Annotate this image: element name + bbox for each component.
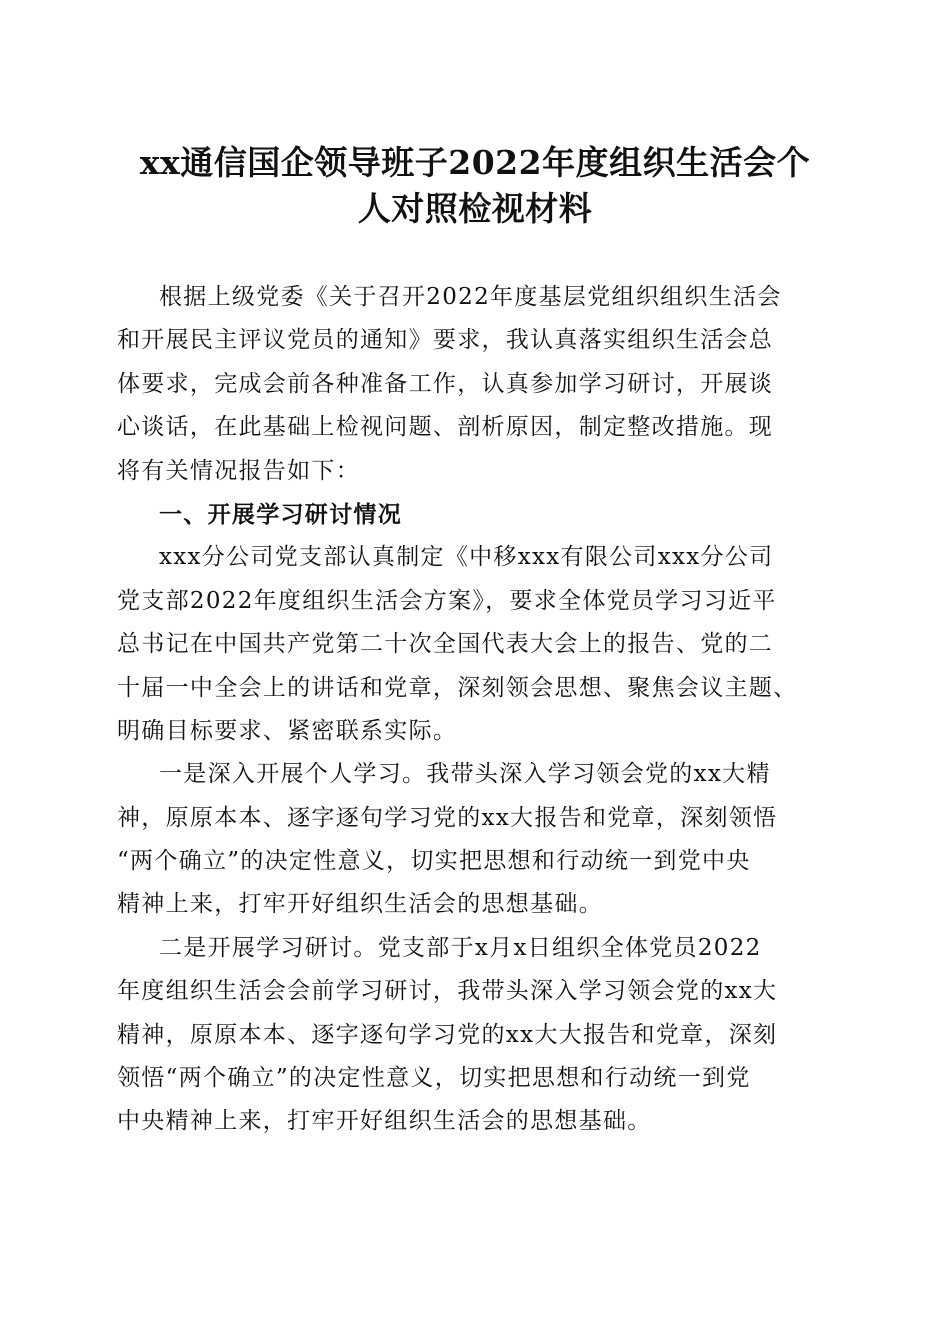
title-line-2: 人对照检视材料	[357, 189, 593, 228]
paragraph-line: 体要求，完成会前各种准备工作，认真参加学习研讨，开展谈	[117, 370, 774, 397]
paragraph-line: “两个确立”的决定性意义，切实把思想和行动统一到党中央	[117, 848, 751, 875]
paragraph-line: 和开展民主评议党员的通知》要求，我认真落实组织生活会总	[117, 327, 774, 354]
paragraph-line: 一是深入开展个人学习。我带头深入学习领会党的xx大精	[159, 761, 771, 788]
paragraph-personal-study	[117, 753, 837, 927]
paragraph-line: 明确目标要求、紧密联系实际。	[117, 717, 458, 744]
paragraph-line: 精神，原原本本、逐字逐句学习党的xx大大报告和党章，深刻	[117, 1021, 778, 1048]
title-line-1: xx通信国企领导班子2022年度组织生活会个	[139, 143, 811, 182]
paragraph-line: 总书记在中国共产党第二十次全国代表大会上的报告、党的二	[117, 631, 774, 658]
section-heading: 一、开展学习研讨情况	[159, 500, 402, 528]
paragraph-group-study	[117, 927, 837, 1144]
paragraph-line: 十届一中全会上的讲话和党章，深刻领会思想、聚焦会议主题、	[117, 674, 798, 701]
paragraph-line: 中央精神上来，打牢开好组织生活会的思想基础。	[117, 1108, 652, 1135]
paragraph-line: xxx分公司党支部认真制定《中移xxx有限公司xxx分公司	[159, 544, 774, 571]
paragraph-line: 年度组织生活会会前学习研讨，我带头深入学习领会党的xx大	[117, 978, 778, 1005]
paragraph-line: 党支部2022年度组织生活会方案》，要求全体党员学习习近平	[117, 587, 777, 614]
document-body	[117, 276, 837, 1144]
paragraph-line: 根据上级党委《关于召开2022年度基层党组织组织生活会	[159, 284, 782, 310]
paragraph-line: 将有关情况报告如下：	[117, 457, 360, 484]
paragraph-line: 领悟“两个确立”的决定性意义，切实把思想和行动统一到党	[117, 1065, 751, 1092]
paragraph-line: 神，原原本本、逐字逐句学习党的xx大报告和党章，深刻领悟	[117, 804, 778, 831]
paragraph-line: 精神上来，打牢开好组织生活会的思想基础。	[117, 891, 603, 918]
paragraph-line: 心谈话，在此基础上检视问题、剖析原因，制定整改措施。现	[117, 414, 774, 441]
paragraph-intro	[117, 276, 837, 493]
paragraph-plan	[117, 536, 837, 753]
document-title	[100, 140, 850, 232]
paragraph-line: 二是开展学习研讨。党支部于x月x日组织全体党员2022	[159, 934, 762, 961]
